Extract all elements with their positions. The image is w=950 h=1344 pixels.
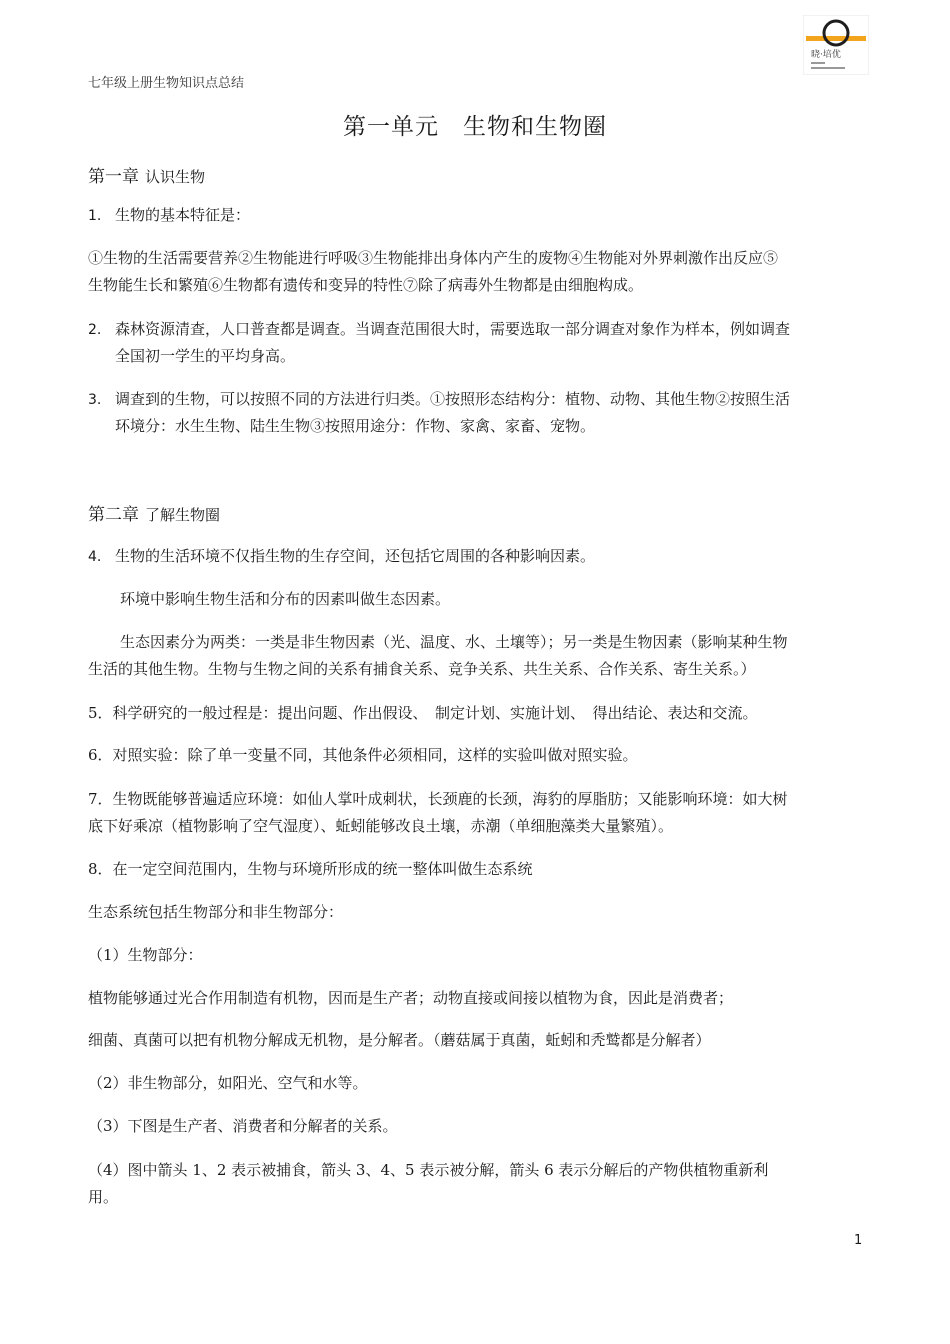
brand-logo bbox=[803, 15, 869, 75]
item-4-text: 生物的生活环境不仅指生物的生存空间，还包括它周围的各种影响因素。 bbox=[115, 547, 596, 565]
item-3-line-1: 调查到的生物，可以按照不同的方法进行归类。①按照形态结构分：植物、动物、其他生物②按照生活 bbox=[115, 390, 791, 408]
chapter-2-label: 第二章 bbox=[88, 505, 139, 525]
item-2-number: 2. bbox=[88, 322, 102, 338]
item-1-text: 生物的基本特征是： bbox=[115, 206, 251, 224]
features-line-2: 生物能生长和繁殖⑥生物都有遗传和变异的特性⑦除了病毒外生物都是由细胞构成。 bbox=[88, 276, 644, 294]
chapter-1-title: 认识生物 bbox=[145, 168, 206, 186]
item-2-line-1: 森林资源清查，人口普查都是调查。当调查范围很大时，需要选取一部分调查对象作为样本，例如调查 bbox=[115, 320, 791, 338]
biotic-part-line-2: 细菌、真菌可以把有机物分解成无机物，是分解者。（蘑菇属于真菌，蚯蚓和秃鹫都是分解者） bbox=[88, 1031, 711, 1049]
item-4-number: 4. bbox=[88, 549, 102, 565]
abiotic-part: （2）非生物部分，如阳光、空气和水等。 bbox=[88, 1074, 368, 1092]
environment-factor: 环境中影响生物生活和分布的因素叫做生态因素。 bbox=[120, 590, 451, 608]
page-number: 1 bbox=[854, 1233, 863, 1248]
item-3-number: 3. bbox=[88, 392, 102, 408]
eco-factor-line-1: 生态因素分为两类：一类是非生物因素（光、温度、水、土壤等）；另一类是生物因素（影响某种生物 bbox=[120, 633, 788, 651]
item-5: 5．科学研究的一般过程是：提出问题、作出假设、 制定计划、实施计划、 得出结论、表达和交流。 bbox=[88, 704, 758, 722]
item-8: 8．在一定空间范围内，生物与环境所形成的统一整体叫做生态系统 bbox=[88, 860, 533, 878]
item-2-line-2: 全国初一学生的平均身高。 bbox=[115, 347, 296, 365]
item-7-line-1: 7．生物既能够普遍适应环境：如仙人掌叶成刺状，长颈鹿的长颈，海豹的厚脂肪；又能影响环境：如大树 bbox=[88, 790, 788, 808]
arrows-explanation-line-2: 用。 bbox=[88, 1188, 119, 1206]
item-1 bbox=[88, 201, 250, 230]
features-line-1: ①生物的生活需要营养②生物能进行呼吸③生物能排出身体内产生的废物④生物能对外界刺激作出反应⑤ bbox=[88, 249, 779, 267]
logo-text: 晓·培优 bbox=[811, 50, 841, 60]
biotic-part-line-1: 植物能够通过光合作用制造有机物，因而是生产者；动物直接或间接以植物为食，因此是消费者； bbox=[88, 989, 734, 1007]
chapter-1-heading bbox=[88, 162, 205, 187]
item-4 bbox=[88, 542, 595, 571]
chapter-2-heading bbox=[88, 500, 220, 525]
arrows-explanation-line-1: （4）图中箭头 1、2 表示被捕食，箭头 3、4、5 表示被分解，箭头 6 表示分解后的产物供植物重新利 bbox=[88, 1161, 769, 1179]
relationship-diagram-note: （3）下图是生产者、消费者和分解者的关系。 bbox=[88, 1117, 398, 1135]
chapter-2-title: 了解生物圈 bbox=[145, 506, 221, 524]
item-3 bbox=[88, 385, 790, 414]
unit-title: 第一单元 生物和生物圈 bbox=[343, 114, 607, 140]
chapter-1-label: 第一章 bbox=[88, 167, 139, 187]
eco-system-intro: 生态系统包括生物部分和非生物部分： bbox=[88, 903, 344, 921]
item-2 bbox=[88, 315, 790, 344]
item-1-number: 1. bbox=[88, 208, 102, 224]
biotic-part-title: （1）生物部分： bbox=[88, 946, 203, 964]
item-3-line-2: 环境分：水生生物、陆生生物③按照用途分：作物、家禽、家畜、宠物。 bbox=[115, 417, 596, 435]
eco-factor-line-2: 生活的其他生物。生物与生物之间的关系有捕食关系、竞争关系、共生关系、合作关系、寄生关系。） bbox=[88, 660, 756, 678]
item-6: 6．对照实验：除了单一变量不同，其他条件必须相同，这样的实验叫做对照实验。 bbox=[88, 746, 638, 764]
item-7-line-2: 底下好乘凉（植物影响了空气湿度）、蚯蚓能够改良土壤，赤潮（单细胞藻类大量繁殖）。 bbox=[88, 817, 674, 835]
header-doc-title: 七年级上册生物知识点总结 bbox=[88, 76, 245, 91]
